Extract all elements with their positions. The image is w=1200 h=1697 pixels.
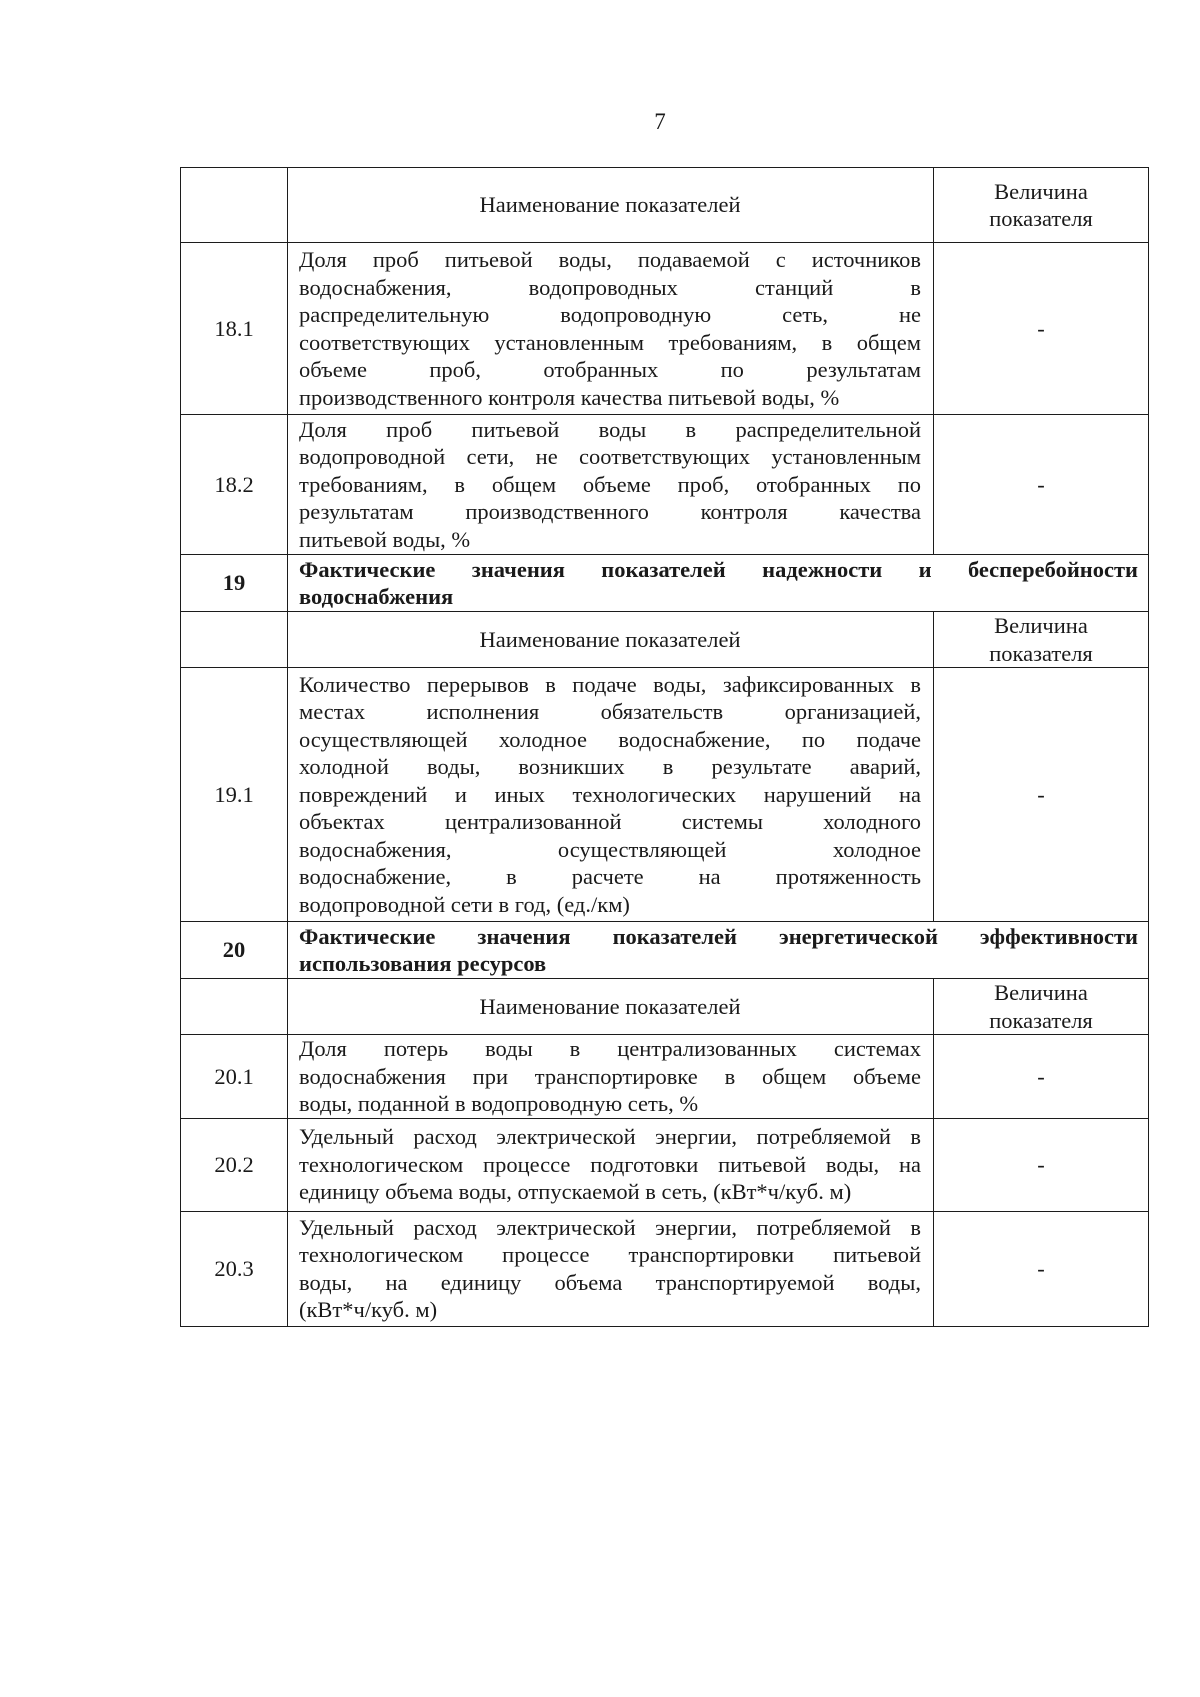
section-row <box>181 555 1149 612</box>
indicator-value: - <box>934 1035 1149 1119</box>
indicator-name-line: Доля потерь воды в централизованных системах <box>299 1036 921 1061</box>
indicator-number: 19.1 <box>181 668 288 922</box>
table-header-row <box>181 168 1149 243</box>
section-number: 19 <box>181 555 288 612</box>
indicator-row <box>181 1035 1149 1119</box>
table-body <box>181 168 1149 1327</box>
column-header-value-line: показателя <box>989 1007 1093 1033</box>
indicator-value: - <box>934 415 1149 555</box>
table-header-row <box>181 979 1149 1035</box>
indicator-number: 18.1 <box>181 243 288 415</box>
column-header-value <box>934 979 1149 1035</box>
indicator-name-line: (кВт*ч/куб. м) <box>299 1297 438 1322</box>
indicator-name-line: Доля проб питьевой воды, подаваемой с источников <box>299 247 921 272</box>
indicator-name-line: воды, поданной в водопроводную сеть, % <box>299 1091 699 1116</box>
indicator-name-line: технологическом процессе транспортировки питьевой <box>299 1242 921 1267</box>
table-header-row <box>181 612 1149 668</box>
row-number-cell-empty <box>181 612 288 668</box>
indicator-number: 20.1 <box>181 1035 288 1119</box>
indicator-number: 20.2 <box>181 1118 288 1211</box>
indicator-value: - <box>934 668 1149 922</box>
column-header-name: Наименование показателей <box>288 168 934 243</box>
indicator-name <box>288 415 934 555</box>
column-header-value-line: Величина <box>994 178 1088 204</box>
section-row <box>181 922 1149 979</box>
indicator-name-line: питьевой воды, % <box>299 526 471 552</box>
indicator-name-line: осуществляющей холодное водоснабжение, по подаче <box>299 726 921 752</box>
indicator-value: - <box>934 1118 1149 1211</box>
indicator-name-line: повреждений и иных технологических нарушений на <box>299 781 921 807</box>
indicator-row <box>181 1211 1149 1326</box>
indicator-name-line: объеме проб, отобранных по результатам <box>299 357 921 382</box>
section-title-line: водоснабжения <box>299 584 454 609</box>
indicators-table <box>180 167 1149 1327</box>
column-header-value-line: Величина <box>994 980 1088 1005</box>
indicator-name-line: Удельный расход электрической энергии, потребляемой в <box>299 1124 921 1150</box>
indicator-name-line: объектах централизованной системы холодного <box>299 809 921 835</box>
indicator-name-line: Доля проб питьевой воды в распределительной <box>299 416 921 442</box>
indicator-number: 20.3 <box>181 1211 288 1326</box>
indicator-name-line: водоснабжения, осуществляющей холодное <box>299 836 921 862</box>
column-header-value-line: Величина <box>994 613 1088 638</box>
indicator-value: - <box>934 243 1149 415</box>
section-title-line: Фактические значения показателей энергетической эффективности <box>299 923 1138 949</box>
indicator-value: - <box>934 1211 1149 1326</box>
section-title-line: Фактические значения показателей надежности и бесперебойности <box>299 556 1138 582</box>
indicator-name-line: водоснабжения, водопроводных станций в <box>299 274 921 300</box>
column-header-value-line: показателя <box>989 640 1093 666</box>
indicator-row <box>181 1118 1149 1211</box>
indicator-name-line: водопроводной сети в год, (ед./км) <box>299 891 630 917</box>
indicator-name-line: местах исполнения обязательств организацией, <box>299 699 921 725</box>
indicator-name-line: водопроводной сети, не соответствующих установленным <box>299 444 921 470</box>
indicator-name-line: технологическом процессе подготовки питьевой воды, на <box>299 1151 921 1177</box>
indicator-name-line: единицу объема воды, отпускаемой в сеть, (кВт*ч/куб. м) <box>299 1179 852 1205</box>
indicator-name <box>288 1118 934 1211</box>
row-number-cell-empty <box>181 168 288 243</box>
column-header-value <box>934 612 1149 668</box>
indicator-name-line: требованиям, в общем объеме проб, отобранных по <box>299 471 921 497</box>
column-header-value <box>934 168 1149 243</box>
section-title <box>288 555 1149 612</box>
column-header-name: Наименование показателей <box>288 979 934 1035</box>
indicator-row <box>181 668 1149 922</box>
section-number: 20 <box>181 922 288 979</box>
indicator-name-line: соответствующих установленным требованиям, в общем <box>299 329 921 355</box>
indicator-row <box>181 415 1149 555</box>
indicator-name-line: холодной воды, возникших в результате аварий, <box>299 754 921 780</box>
column-header-name: Наименование показателей <box>288 612 934 668</box>
section-title-line: использования ресурсов <box>299 951 547 976</box>
section-title <box>288 922 1149 979</box>
indicator-name <box>288 243 934 415</box>
indicator-name <box>288 668 934 922</box>
indicator-number: 18.2 <box>181 415 288 555</box>
indicator-name-line: воды, на единицу объема транспортируемой воды, <box>299 1269 921 1295</box>
indicator-name-line: распределительную водопроводную сеть, не <box>299 302 921 327</box>
indicator-name-line: водоснабжение, в расчете на протяженность <box>299 864 921 890</box>
indicator-name-line: результатам производственного контроля качества <box>299 499 921 525</box>
indicator-name-line: производственного контроля качества питьевой воды, % <box>299 384 840 410</box>
indicator-name <box>288 1211 934 1326</box>
indicator-name-line: Количество перерывов в подаче воды, зафиксированных в <box>299 671 921 697</box>
indicator-row <box>181 243 1149 415</box>
indicator-name-line: Удельный расход электрической энергии, потребляемой в <box>299 1214 921 1240</box>
page-number: 7 <box>654 109 666 134</box>
indicator-name <box>288 1035 934 1119</box>
indicator-name-line: водоснабжения при транспортировке в общем объеме <box>299 1063 921 1089</box>
column-header-value-line: показателя <box>989 206 1093 231</box>
row-number-cell-empty <box>181 979 288 1035</box>
